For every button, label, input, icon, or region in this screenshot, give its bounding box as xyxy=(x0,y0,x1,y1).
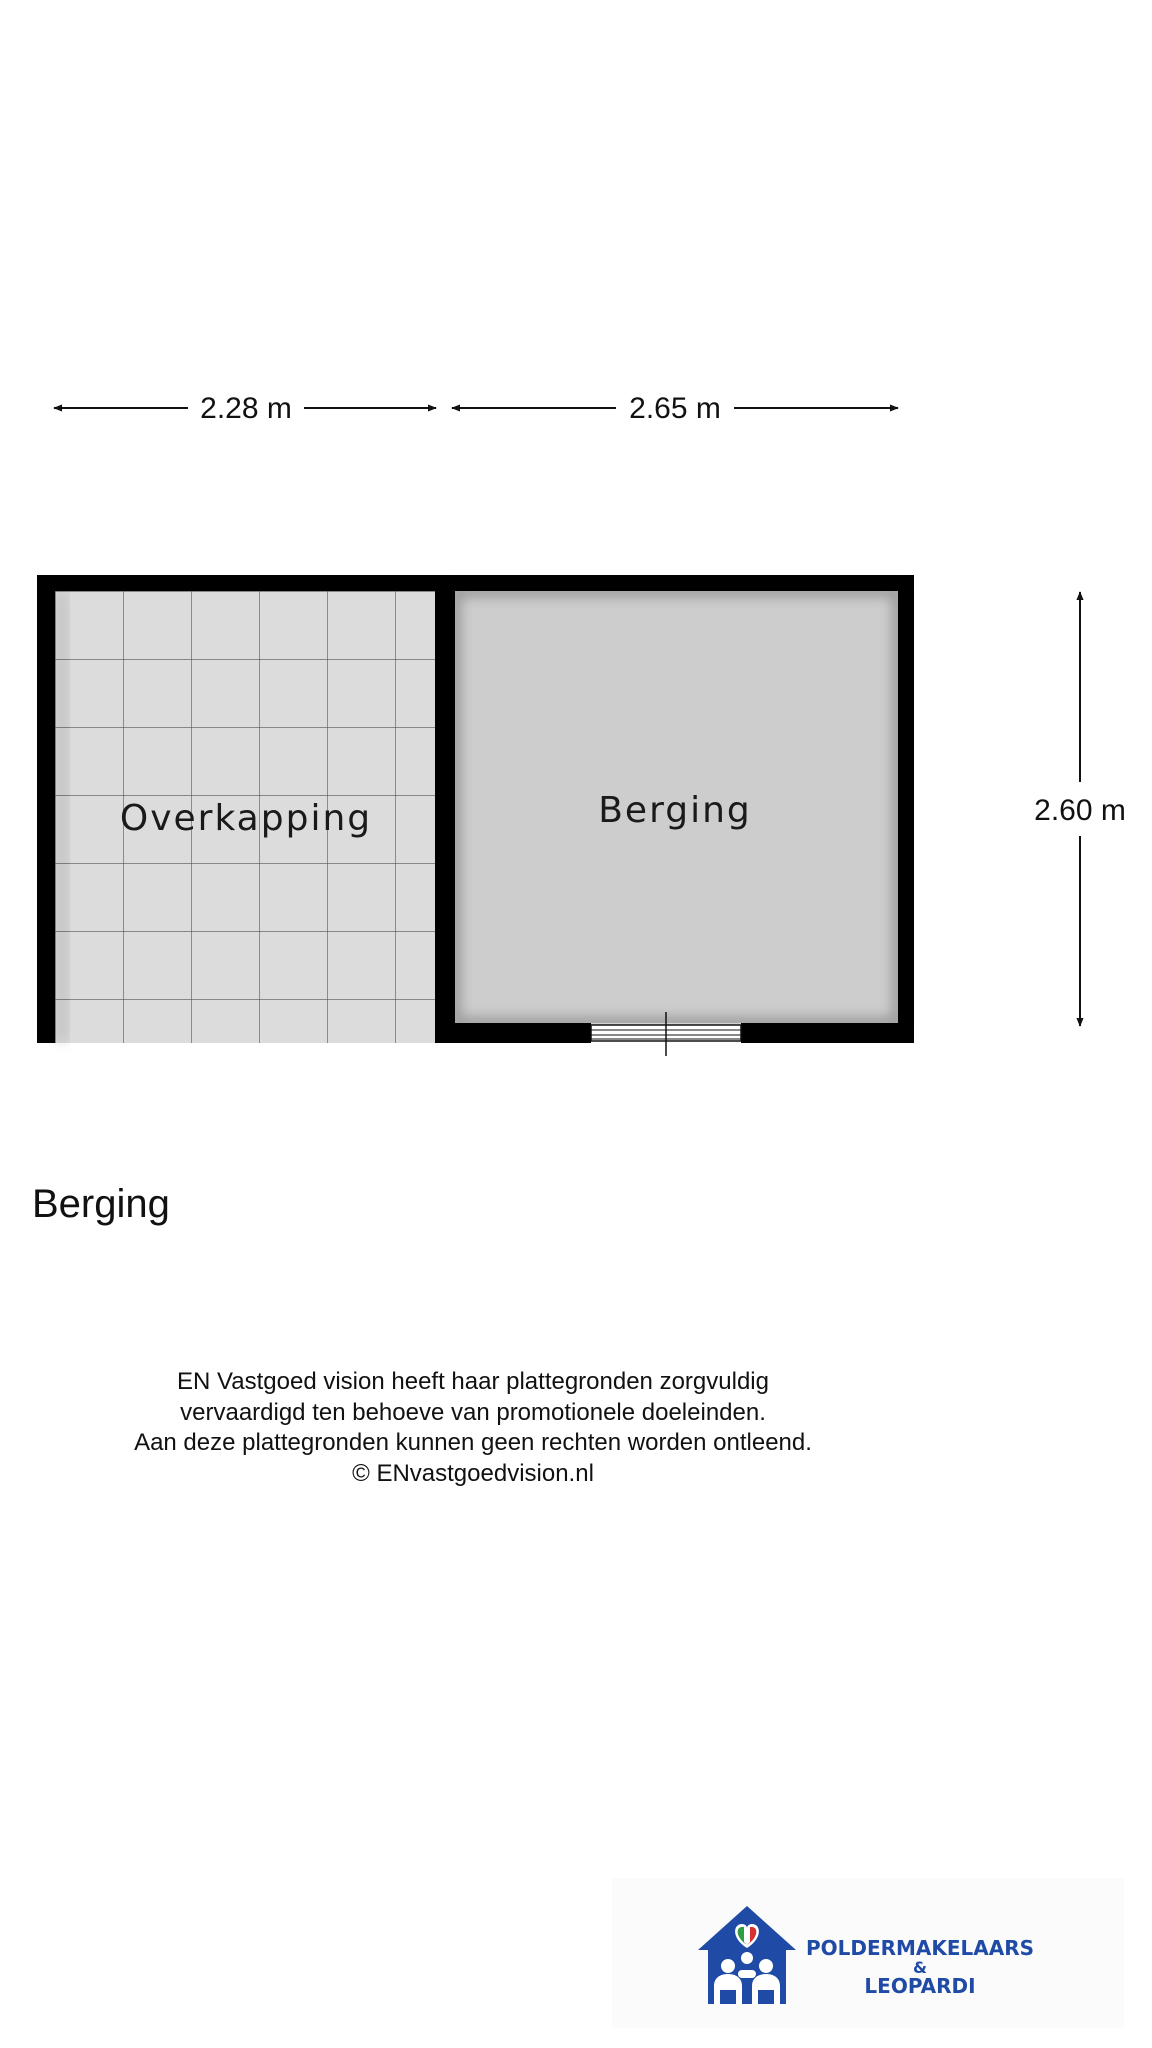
disclaimer xyxy=(0,1367,946,1489)
logo-line-1: POLDERMAKELAARS xyxy=(805,1936,1035,1960)
room-label-berging: Berging xyxy=(598,790,752,831)
wall-right xyxy=(898,575,914,1043)
overkapping-shade xyxy=(55,591,69,1043)
disclaimer-line-1: EN Vastgoed vision heeft haar plattegronden zorgvuldig xyxy=(177,1368,769,1395)
dimension-berging-width xyxy=(452,392,898,425)
room-berging xyxy=(455,591,898,1023)
wall-bottom-right xyxy=(741,1023,914,1043)
wall-top xyxy=(37,575,914,591)
dimension-label-overkapping: 2.28 m xyxy=(200,392,292,425)
logo-text xyxy=(790,1938,1050,1997)
wall-bottom-left xyxy=(435,1023,591,1043)
room-label-overkapping: Overkapping xyxy=(119,798,373,839)
disclaimer-line-4: © ENvastgoedvision.nl xyxy=(352,1459,594,1487)
floor-title: Berging xyxy=(32,1182,170,1226)
dimension-depth xyxy=(1034,592,1126,1026)
dimension-label-depth: 2.60 m xyxy=(1034,794,1126,827)
dimension-label-berging: 2.65 m xyxy=(629,392,721,425)
house-family-icon xyxy=(692,1900,802,2010)
disclaimer-line-2: vervaardigd ten behoeve van promotionele doeleinden. xyxy=(180,1398,766,1426)
logo-line-3: LEOPARDI xyxy=(864,1974,976,1998)
company-logo xyxy=(612,1878,1124,2028)
wall-left xyxy=(37,575,55,1043)
logo-line-2: & xyxy=(913,1958,927,1977)
room-overkapping xyxy=(55,591,435,1043)
disclaimer-line-3: Aan deze plattegronden kunnen geen rechten worden ontleend. xyxy=(134,1429,812,1456)
dimension-overkapping-width xyxy=(54,392,436,425)
wall-middle xyxy=(435,575,455,1043)
